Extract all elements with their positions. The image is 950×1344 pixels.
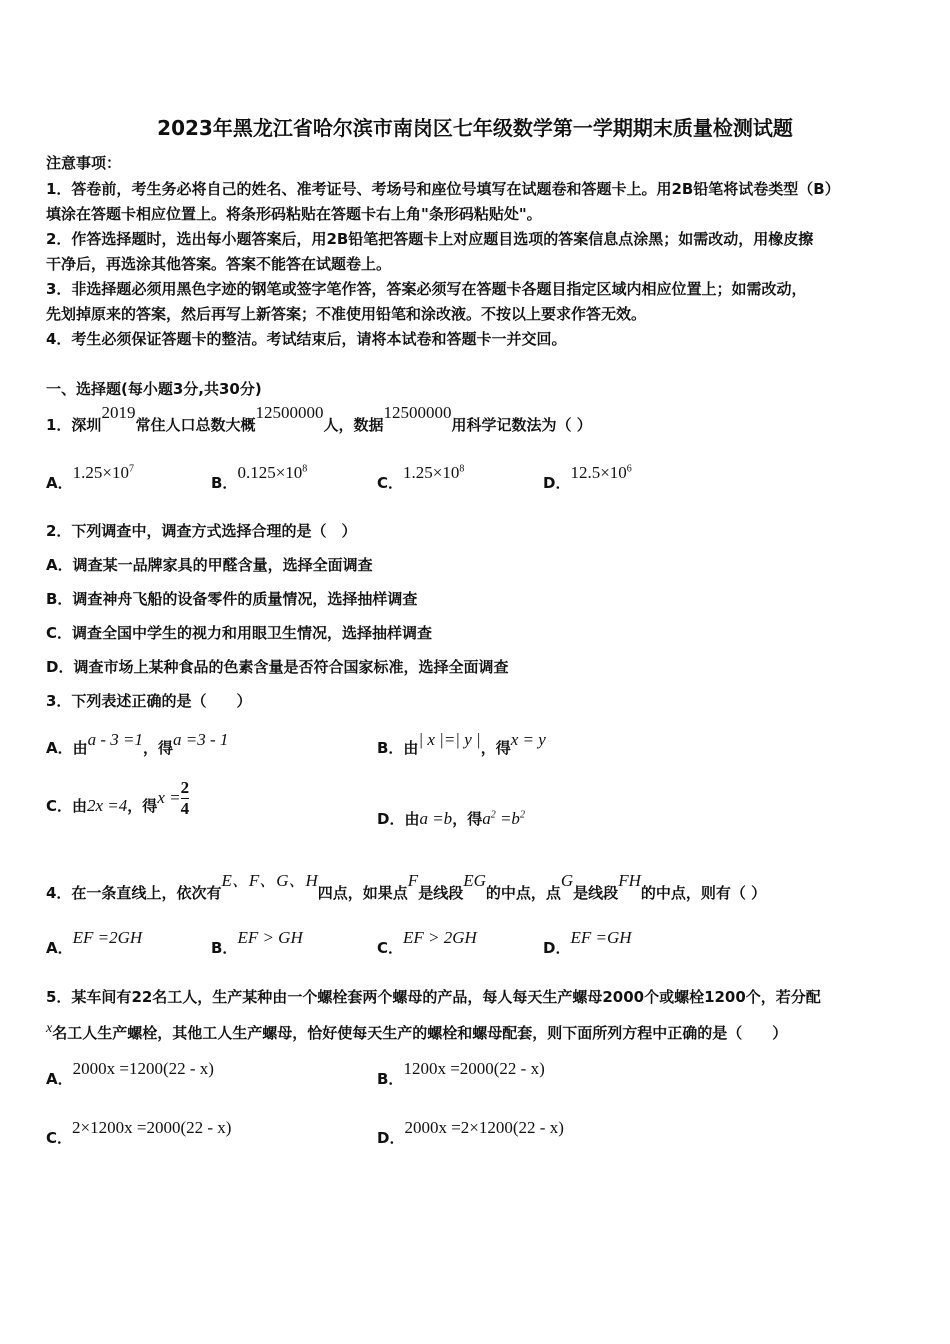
q2-option-b[interactable]: B．调查神舟飞船的设备零件的质量情况，选择抽样调查: [46, 590, 418, 608]
page-title: 2023年黑龙江省哈尔滨市南岗区七年级数学第一学期期末质量检测试题: [157, 116, 793, 140]
notes-line-1: 1．答卷前，考生务必将自己的姓名、准考证号、考场号和座位号填写在试题卷和答题卡上。用2B铅笔将试卷类型（B）: [46, 180, 840, 198]
q4-option-d[interactable]: D．EF =GH: [543, 928, 632, 957]
question-3-stem: 3．下列表述正确的是（ ）: [46, 692, 252, 710]
notes-line-3: 2．作答选择题时，选出每小题答案后，用2B铅笔把答题卡上对应题目选项的答案信息点涂黑；如需改动，用橡皮擦: [46, 230, 814, 248]
q1-option-a[interactable]: A．$1.25\times 10^7$: [46, 463, 134, 492]
q5-option-c[interactable]: C．2×1200x =2000(22 - x): [46, 1118, 232, 1147]
q1-option-b[interactable]: B．$0.125\times 10^8$: [211, 463, 308, 492]
notes-line-2: 填涂在答题卡相应位置上。将条形码粘贴在答题卡右上角"条形码粘贴处"。: [46, 205, 542, 223]
q4-option-c[interactable]: C．EF > 2GH: [377, 928, 477, 957]
q3-option-c[interactable]: C．由2x =4，得x = $\frac{2}{4}$: [46, 778, 190, 818]
notes-heading: 注意事项：: [46, 154, 122, 172]
q5-option-a[interactable]: A．2000x =1200(22 - x): [46, 1059, 214, 1088]
question-2-stem: 2．下列调查中，调查方式选择合理的是（ ）: [46, 522, 357, 540]
question-5-line-1: 5．某车间有22名工人，生产某种由一个螺栓套两个螺母的产品，每人每天生产螺母2000个或螺栓1200个，若分配: [46, 988, 821, 1006]
q1-option-c[interactable]: C．$1.25\times 10^8$: [377, 463, 465, 492]
q4-option-a[interactable]: A．EF =2GH: [46, 928, 143, 957]
q4-option-b[interactable]: B．EF > GH: [211, 928, 303, 957]
question-5-line-2: x名工人生产螺栓，其他工人生产螺母，恰好使每天生产的螺栓和螺母配套，则下面所列方程中正确的是（ ）: [46, 1021, 788, 1042]
q1-option-d[interactable]: D．$12.5\times 10^6$: [543, 463, 632, 492]
notes-line-5: 3．非选择题必须用黑色字迹的钢笔或签字笔作答，答案必须写在答题卡各题目指定区域内相应位置上；如需改动，: [46, 280, 807, 298]
q2-option-a[interactable]: A．调查某一品牌家具的甲醛含量，选择全面调查: [46, 556, 373, 574]
question-1-stem: 1．深圳2019常住人口总数大概12500000人，数据12500000用科学记数法为（ ）: [46, 403, 592, 434]
q2-option-c[interactable]: C．调查全国中学生的视力和用眼卫生情况，选择抽样调查: [46, 624, 433, 642]
notes-line-6: 先划掉原来的答案，然后再写上新答案；不准使用铅笔和涂改液。不按以上要求作答无效。: [46, 305, 647, 323]
notes-line-4: 干净后，再选涂其他答案。答案不能答在试题卷上。: [46, 255, 392, 273]
q5-option-d[interactable]: D．2000x =2×1200(22 - x): [377, 1118, 564, 1147]
q3-option-b[interactable]: B．由| x |=| y |，得x = y: [377, 730, 546, 757]
question-4-stem: 4．在一条直线上，依次有E、F、G、H四点，如果点F是线段EG的中点，点G是线段FH的中点，则有（ ）: [46, 871, 767, 902]
q2-option-d[interactable]: D．调查市场上某种食品的色素含量是否符合国家标准，选择全面调查: [46, 658, 509, 676]
q3-option-d[interactable]: D．由a =b，得$a^2 =b^2$: [377, 809, 525, 828]
q3-option-a[interactable]: A．由a - 3 =1，得a =3 - 1: [46, 730, 229, 757]
q5-option-b[interactable]: B．1200x =2000(22 - x): [377, 1059, 545, 1088]
notes-line-7: 4．考生必须保证答题卡的整洁。考试结束后，请将本试卷和答题卡一并交回。: [46, 330, 567, 348]
section-heading: 一、选择题(每小题3分,共30分): [46, 380, 262, 398]
